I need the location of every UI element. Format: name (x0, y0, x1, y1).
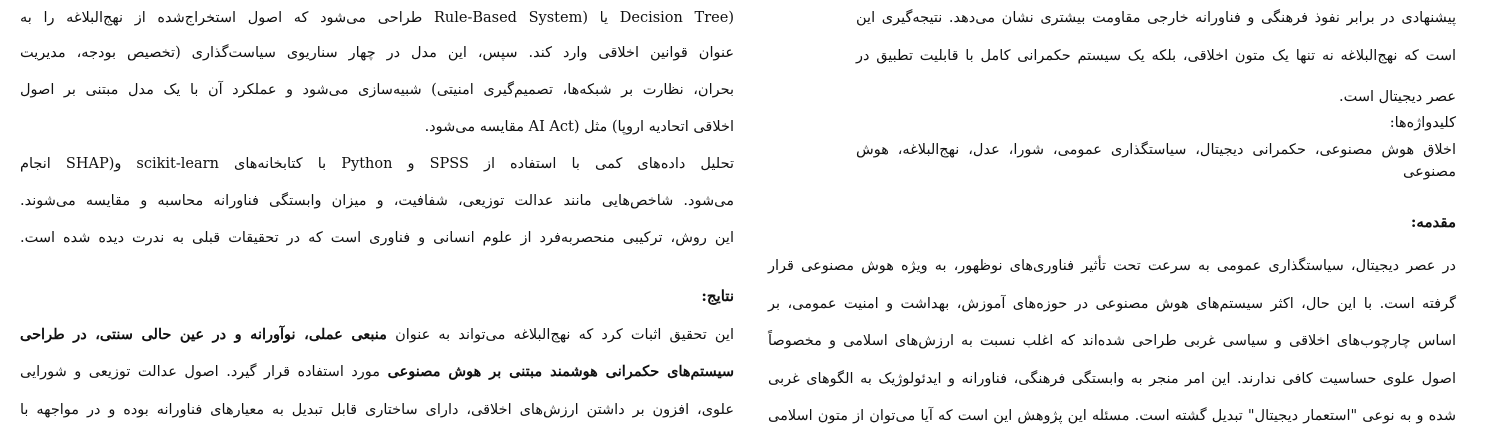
method-line-6: می‌شود. شاخص‌هایی مانند عدالت توزیعی، شفافیت، و میزان وابستگی فناورانه محاسبه و مقایسه می‌شوند. (20, 193, 734, 209)
intro-line-1: در عصر دیجیتال، سیاستگذاری عمومی به سرعت تحت تأثیر فناوری‌های نوظهور، به ویژه هوش مصنوعی قرار (768, 258, 1456, 274)
abstract-line-1: پیشنهادی در برابر نفوذ فرهنگی و فناورانه خارجی مقاومت بیشتری نشان می‌دهد. نتیجه‌گیری این (856, 10, 1456, 26)
intro-line-2: گرفته است. با این حال، اکثر سیستم‌های هوش مصنوعی در حوزه‌های آموزش، بهداشت و امنیت عمومی، بر (768, 296, 1456, 312)
results-line-1 (20, 325, 734, 345)
method-line-1: (Decision Tree یا (Rule-Based System طراحی می‌شود که اصول استخراج‌شده از نهج‌البلاغه را به (20, 10, 734, 26)
results-heading: نتایج: (701, 287, 734, 305)
results-line-2-bold: سیستم‌های حکمرانی هوشمند مبتنی بر هوش مصنوعی (387, 363, 734, 380)
intro-line-3: اساس چارچوب‌های اخلاقی و سیاسی غربی طراحی شده‌اند که اغلب نسبت به ارزش‌های اسلامی و مخصوصاً (768, 333, 1456, 349)
abstract-line-2: است که نهج‌البلاغه نه تنها یک متون اخلاقی، بلکه یک سیستم حکمرانی کامل با قابلیت تطبیق در (856, 48, 1456, 64)
intro-line-5: شده و به نوعی "استعمار دیجیتال" تبدیل گشته است. مسئله این پژوهش این است که آیا می‌توان از متون اسلامی (768, 408, 1456, 424)
keywords-label: کلیدواژه‌ها: (1389, 115, 1456, 131)
method-line-4: اخلاقی اتحادیه اروپا) مثل (AI Act مقایسه می‌شود. (424, 119, 734, 135)
abstract-line-3: عصر دیجیتال است. (1338, 89, 1456, 105)
results-line-2 (20, 362, 734, 382)
method-line-2: عنوان قوانین اخلاقی وارد کند. سپس، این مدل در چهار سناریوی سیاست‌گذاری (تخصیص بودجه، مدیریت (20, 45, 734, 61)
results-line-1-plain: این تحقیق اثبات کرد که نهج‌البلاغه می‌تواند به عنوان (386, 327, 734, 343)
method-line-3: بحران، نظارت بر شبکه‌ها، تصمیم‌گیری امنیتی) شبیه‌سازی می‌شود و عملکرد آن با یک مدل مبتنی بر اصول (20, 82, 734, 98)
results-line-2-plain: مورد استفاده قرار گیرد. اصول عدالت توزیعی و شورایی (20, 364, 388, 380)
method-line-5: تحلیل داده‌های کمی با استفاده از SPSS و Python با کتابخانه‌های scikit-learn و(SHAP انجام (20, 156, 734, 172)
keywords-line-2: مصنوعی (1403, 164, 1456, 180)
method-line-7: این روش، ترکیبی منحصربه‌فرد از علوم انسانی و فناوری است که در تحقیقات قبلی به ندرت دیده شده است. (20, 230, 734, 246)
results-line-1-bold: منبعی عملی، نوآورانه و در عین حالی سنتی، در طراحی (20, 326, 387, 343)
keywords-line-1: اخلاق هوش مصنوعی، حکمرانی دیجیتال، سیاستگذاری عمومی، شورا، عدل، نهج‌البلاغه، هوش (856, 142, 1456, 158)
intro-line-4: اصول علوی حساسیت کافی ندارند. این امر منجر به وابستگی فرهنگی، فناورانه و ایدئولوژیک به الگوهای غربی (768, 371, 1456, 387)
results-line-3: علوی، افزون بر داشتن ارزش‌های اخلاقی، دارای ساختاری قابل تبدیل به معیارهای فناورانه بوده و در مواجهه با (20, 402, 734, 418)
intro-heading: مقدمه: (1410, 213, 1456, 231)
